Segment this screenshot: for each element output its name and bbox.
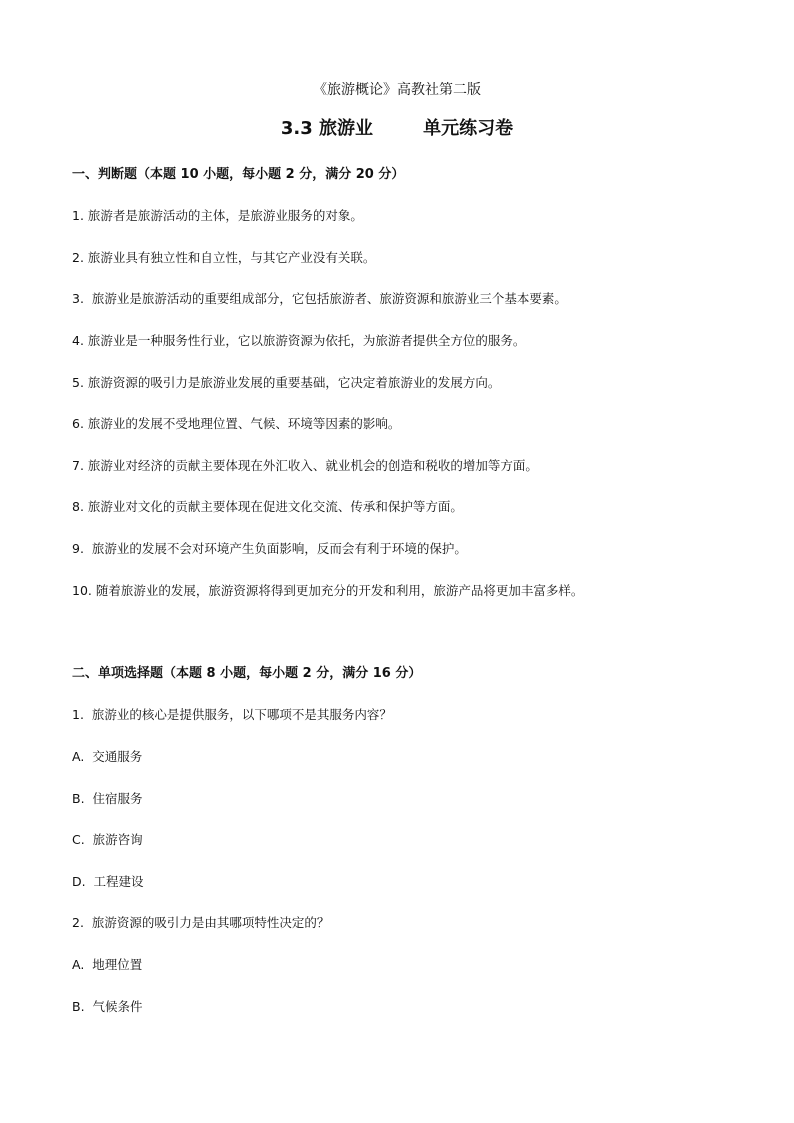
question-item: 2. 旅游业具有独立性和自立性，与其它产业没有关联。 (72, 250, 376, 265)
question-item: 5. 旅游资源的吸引力是旅游业发展的重要基础，它决定着旅游业的发展方向。 (72, 375, 501, 390)
question-item: 6. 旅游业的发展不受地理位置、气候、环境等因素的影响。 (72, 416, 401, 431)
section-heading-true-false: 一、判断题（本题 10 小题，每小题 2 分，满分 20 分） (72, 167, 405, 182)
answer-option: A. 地理位置 (72, 957, 143, 972)
answer-option: A. 交通服务 (72, 749, 143, 764)
question-item: 1. 旅游者是旅游活动的主体，是旅游业服务的对象。 (72, 208, 363, 223)
document-subtitle: 《旅游概论》高教社第二版 (313, 82, 481, 98)
answer-option: B. 气候条件 (72, 999, 143, 1014)
question-item: 10. 随着旅游业的发展，旅游资源将得到更加充分的开发和利用，旅游产品将更加丰富多样。 (72, 583, 584, 598)
question-item: 3. 旅游业是旅游活动的重要组成部分，它包括旅游者、旅游资源和旅游业三个基本要素。 (72, 291, 567, 306)
question-item: 1. 旅游业的核心是提供服务，以下哪项不是其服务内容？ (72, 707, 392, 722)
question-item: 4. 旅游业是一种服务性行业，它以旅游资源为依托，为旅游者提供全方位的服务。 (72, 333, 526, 348)
question-item: 2. 旅游资源的吸引力是由其哪项特性决定的？ (72, 915, 330, 930)
answer-option: B. 住宿服务 (72, 791, 143, 806)
question-item: 8. 旅游业对文化的贡献主要体现在促进文化交流、传承和保护等方面。 (72, 499, 463, 514)
question-item: 9. 旅游业的发展不会对环境产生负面影响，反而会有利于环境的保护。 (72, 541, 467, 556)
answer-option: C. 旅游咨询 (72, 832, 143, 847)
question-item: 7. 旅游业对经济的贡献主要体现在外汇收入、就业机会的创造和税收的增加等方面。 (72, 458, 538, 473)
answer-option: D. 工程建设 (72, 874, 144, 889)
document-title: 3.3 旅游业 单元练习卷 (280, 118, 514, 139)
section-heading-single-choice: 二、单项选择题（本题 8 小题，每小题 2 分，满分 16 分） (72, 666, 422, 681)
